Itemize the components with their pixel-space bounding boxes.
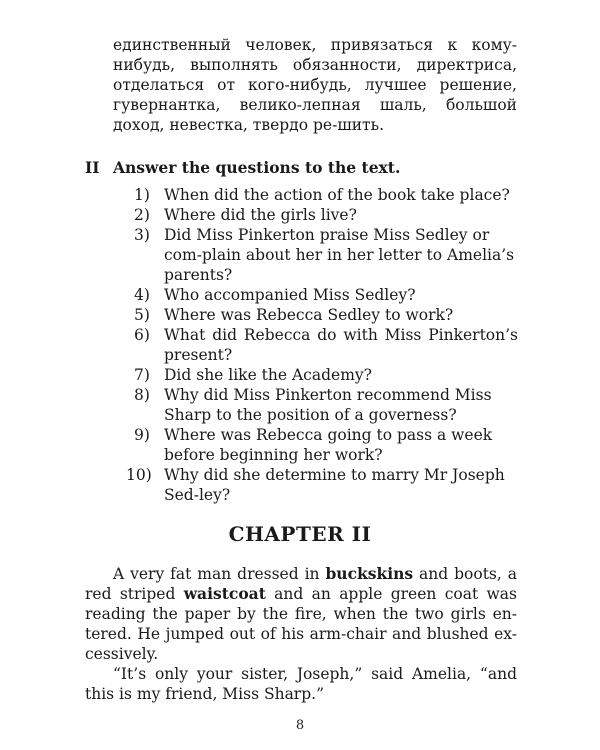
question-text: Where was Rebecca going to pass a week before beginning her work?	[164, 426, 493, 464]
exercise-number: II	[85, 158, 100, 177]
chapter-title: CHAPTER II	[228, 522, 372, 546]
question-text: Where was Rebecca Sedley to work?	[164, 306, 454, 324]
question-text: What did Rebecca do with Miss Pinkerton’s present?	[164, 326, 518, 364]
vocabulary-list	[113, 35, 517, 135]
question-number: 10)	[126, 466, 152, 484]
question-text: Why did she determine to marry Mr Joseph Sed-ley?	[164, 466, 505, 504]
question-item	[134, 325, 518, 365]
question-number: 5)	[134, 306, 150, 324]
question-number: 7)	[134, 366, 150, 384]
question-item	[126, 465, 518, 505]
question-number: 4)	[134, 286, 150, 304]
page-number: 8	[295, 718, 305, 733]
question-item	[134, 425, 518, 465]
question-item	[134, 225, 518, 285]
question-item	[134, 205, 518, 225]
question-text: Why did Miss Pinkerton recommend Miss Sharp to the position of a governess?	[164, 386, 492, 424]
text-run: and an apple green coat was reading the paper by the fire, when the two girls en-tered. He jumped out of his arm-chair and blushed ex-cessively.	[85, 585, 517, 663]
vocabulary-text: единственный человек, привязаться к кому-нибудь, выполнять обязанности, директриса, отделаться от кого-нибудь, лучшее решение, гувернантка, велико-лепная шаль, большой доход, невестка, твердо ре-шить.	[113, 36, 517, 134]
exercise-heading	[85, 158, 400, 177]
text-run: and boots, a red striped	[85, 565, 517, 603]
text-run: A very fat man dressed in	[113, 565, 326, 583]
question-list	[126, 185, 518, 505]
paragraph	[85, 564, 517, 664]
vocab-word: waistcoat	[183, 584, 266, 603]
paragraph: “It’s only your sister, Joseph,” said Amelia, “and this is my friend, Miss Sharp.”	[85, 665, 517, 703]
question-text: Did she like the Academy?	[164, 366, 372, 384]
question-text: Did Miss Pinkerton praise Miss Sedley or com-plain about her in her letter to Amelia’s parents?	[164, 226, 515, 284]
question-text: Where did the girls live?	[164, 206, 357, 224]
question-item	[134, 385, 518, 425]
question-number: 1)	[134, 186, 150, 204]
chapter-text	[85, 564, 517, 704]
question-number: 9)	[134, 426, 150, 444]
question-number: 2)	[134, 206, 150, 224]
question-text: Who accompanied Miss Sedley?	[164, 286, 416, 304]
question-item	[134, 305, 518, 325]
question-item	[134, 365, 518, 385]
question-text: When did the action of the book take place?	[164, 186, 510, 204]
question-item	[134, 185, 518, 205]
question-number: 8)	[134, 386, 150, 404]
exercise-title: Answer the questions to the text.	[113, 158, 401, 177]
question-number: 3)	[134, 226, 150, 244]
question-item	[134, 285, 518, 305]
vocab-word: buckskins	[325, 564, 414, 583]
question-number: 6)	[134, 326, 150, 344]
